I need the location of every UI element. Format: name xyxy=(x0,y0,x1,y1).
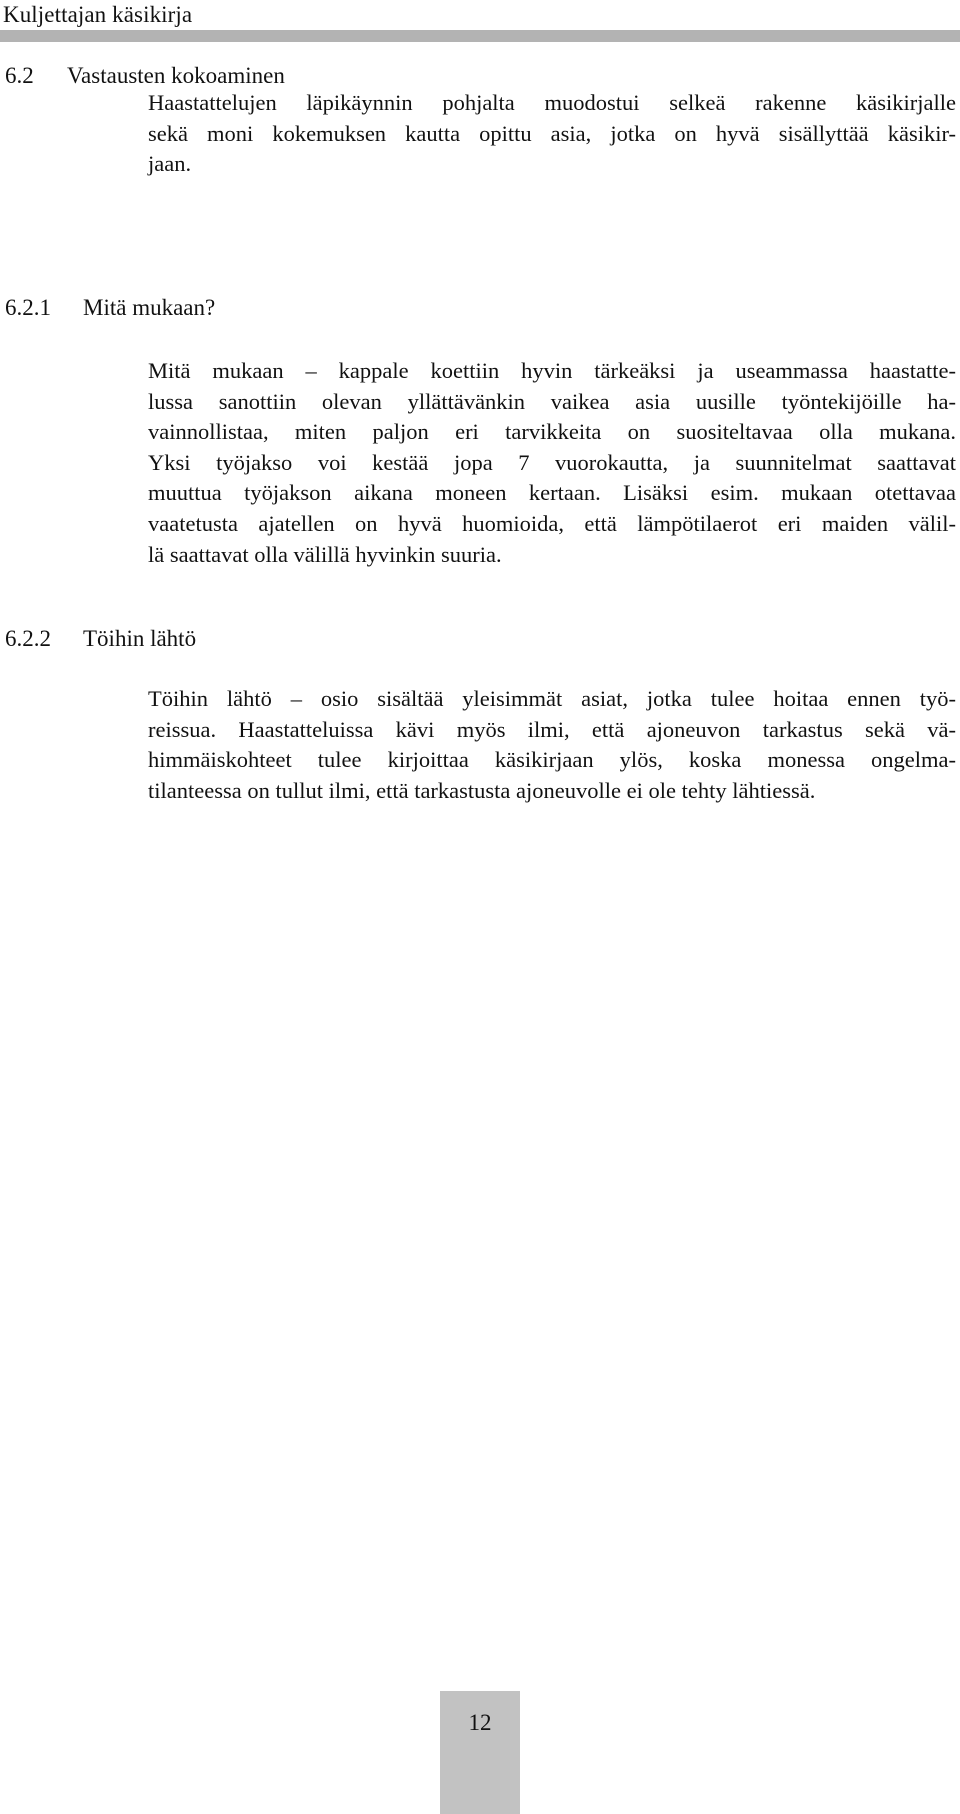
header-rule xyxy=(0,30,960,42)
section-heading-6-2 xyxy=(5,61,285,91)
paragraph-line: vaatetusta ajatellen on hyvä huomioida, että lämpötilaerot eri maiden välil- xyxy=(148,510,956,536)
section-title: Töihin lähtö xyxy=(83,626,197,651)
paragraph-line: vainnollistaa, miten paljon eri tarvikkeita on suositeltavaa olla mukana. xyxy=(148,419,956,445)
paragraph-line: muuttua työjakson aikana moneen kertaan. Lisäksi esim. mukaan otettavaa xyxy=(148,480,956,506)
section-paragraph-6-2-1 xyxy=(148,356,956,570)
paragraph-line: himmäiskohteet tulee kirjoittaa käsikirjaan ylös, koska monessa ongelma- xyxy=(148,747,956,773)
section-title: Mitä mukaan? xyxy=(83,295,216,320)
page-number: 12 xyxy=(468,1710,492,1735)
paragraph-line: reissua. Haastatteluissa kävi myös ilmi, että ajoneuvon tarkastus sekä vä- xyxy=(148,716,956,742)
section-title: Vastausten kokoaminen xyxy=(67,63,285,88)
section-number: 6.2.1 xyxy=(5,295,51,320)
section-heading-6-2-2 xyxy=(5,624,196,654)
section-number: 6.2 xyxy=(5,63,34,88)
section-paragraph-6-2 xyxy=(148,88,956,180)
paragraph-line: sekä moni kokemuksen kautta opittu asia, jotka on hyvä sisällyttää käsikir- xyxy=(148,120,956,146)
section-number: 6.2.2 xyxy=(5,626,51,651)
section-paragraph-6-2-2 xyxy=(148,684,956,806)
paragraph-line: jaan. xyxy=(148,151,192,177)
paragraph-line: lä saattavat olla välillä hyvinkin suuria. xyxy=(148,541,502,567)
section-heading-6-2-1 xyxy=(5,293,215,323)
paragraph-line: Mitä mukaan – kappale koettiin hyvin tärkeäksi ja useammassa haastatte- xyxy=(148,358,956,383)
paragraph-line: tilanteessa on tullut ilmi, että tarkastusta ajoneuvolle ei ole tehty lähtiessä. xyxy=(148,777,816,803)
paragraph-line: lussa sanottiin olevan yllättävänkin vaikea asia uusille työntekijöille ha- xyxy=(148,388,956,414)
paragraph-line: Yksi työjakso voi kestää jopa 7 vuorokautta, ja suunnitelmat saattavat xyxy=(148,449,956,475)
paragraph-line: Töihin lähtö – osio sisältää yleisimmät asiat, jotka tulee hoitaa ennen työ- xyxy=(148,686,956,711)
running-header-title: Kuljettajan käsikirja xyxy=(3,2,193,27)
paragraph-line: Haastattelujen läpikäynnin pohjalta muodostui selkeä rakenne käsikirjalle xyxy=(148,90,956,115)
page-number-box xyxy=(440,1691,520,1814)
